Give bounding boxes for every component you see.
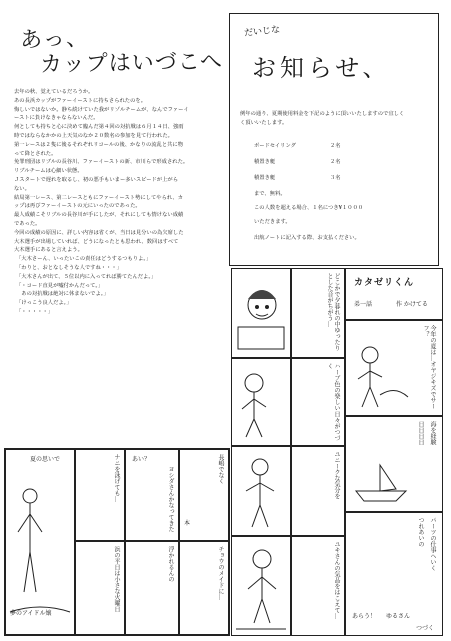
comic-panel xyxy=(231,268,291,358)
comic-text: 今年の夏は…オヤジキズでサーフ？ xyxy=(422,325,436,409)
notice-after-line: まで、無料。 xyxy=(254,191,286,197)
article-line: 第一レースは２隻に後るそれぞれリコールの後、かなりの流乱と共に物 xyxy=(14,141,184,148)
article-line: であった。 xyxy=(14,220,41,227)
comic-text: あらう！ xyxy=(352,613,377,620)
article-quote: 「・コード直見が嘘付かんだって。」 xyxy=(16,282,104,289)
article-quote: 「わりと、おとなしそうな人ですね・・・」 xyxy=(16,264,122,271)
comic-text: 本 xyxy=(184,520,191,527)
notice-line: 例年の通り、夏期使用料金を下記のように頂いいたしますので宜しく xyxy=(240,111,405,117)
comic-text: 長嶋でなく xyxy=(217,454,224,484)
comic-text: 浜の平日は小さな火曜日 xyxy=(113,546,120,612)
article-line: ない。 xyxy=(14,185,30,192)
article-title xyxy=(12,22,227,82)
notice-after-line: 出航ノートに記入する際、お支払ください。 xyxy=(254,235,360,241)
notice-line: く頂いいたします。 xyxy=(240,119,288,126)
comic-text: つれあいの xyxy=(417,517,424,547)
rental-item-name: 積置き艇 xyxy=(254,175,276,181)
rental-item-count: ２名 xyxy=(330,159,341,165)
article-title-line2: カップはいづこへ xyxy=(39,49,224,78)
notice-body xyxy=(240,110,436,127)
comic-panel xyxy=(5,449,75,635)
rental-item-name: 積置き艇 xyxy=(254,159,276,165)
comic-text: パーツの仕事へいく xyxy=(429,517,436,571)
article-quote: 「・・・・・」 xyxy=(16,308,54,315)
article-line: 何としても持ちと心に決めて臨んだ第４回の対抗戦は６月１４日、強雨 xyxy=(14,124,184,131)
comic-strip-right xyxy=(231,268,443,636)
article-line: 時ではならなかかの上天気のなか２０数名の参加を見て行われた。 xyxy=(14,132,173,139)
article-line: 大木選手にあると言えよう。 xyxy=(14,247,83,254)
comic-text: ゆるさん xyxy=(386,613,411,620)
comic-panel xyxy=(231,358,291,446)
article-line: ップは再びファーイーストの元にいったのであった。 xyxy=(14,203,141,210)
notice-after-line: この人数を超える場合、１名につき¥１０００ xyxy=(254,205,364,211)
comic-text: チョウのメイドに… xyxy=(217,546,224,600)
comic-panel xyxy=(291,446,345,536)
surfer-drawing xyxy=(350,325,410,415)
comic-panel xyxy=(231,446,291,536)
article-line: あの長浜カップがファーイーストに持ちさられたのを。 xyxy=(14,97,146,104)
article-line: 大木選手が出場していれば、どうになったとも思われ、数回はすべて xyxy=(14,238,179,245)
comic-text: ユニークな気分を xyxy=(333,451,340,499)
comic-panel xyxy=(125,449,179,541)
article-quote: あの対抗戦は絶対に休まないでよ。」 xyxy=(16,291,109,298)
article-quote: 「けっこう良人だよ。」 xyxy=(16,300,72,307)
rental-item-count: ３名 xyxy=(330,175,341,181)
rental-item-name: ボードセイリング xyxy=(254,143,296,149)
comic-text: どこかで夕暮れの中ゆったりとした音がちがう… xyxy=(326,273,340,351)
article-line: 最人成績こそリブルの長谷川が手にしたが、それにしても情けない成績 xyxy=(14,212,184,219)
comic-text: ユキさんの気品をはこえて… xyxy=(333,541,340,619)
author-label: 作 かけてる xyxy=(396,301,428,308)
character-drawing xyxy=(232,359,290,445)
article-line: Ｊスタートで遅れを取るし、初の悪手もいまー多いスピードが上がら xyxy=(14,176,178,183)
article-quote: 「大木さーん、いったいこの責任はどうするつもりよ。」 xyxy=(16,256,152,263)
boat-drawing xyxy=(346,461,442,511)
comic-text: 海を経験 xyxy=(429,421,436,445)
article-line: 免罪刑団はリブルの長谷川、ファーイーストの新、市川らで形成された。 xyxy=(14,159,189,166)
comic-strip-left xyxy=(4,448,230,636)
strip-title: カタゼリくん xyxy=(354,278,415,288)
comic-panel xyxy=(345,512,443,636)
article-line: って降とされた。 xyxy=(14,150,57,157)
comic-text: あい？ xyxy=(132,456,151,463)
comic-panel xyxy=(231,536,291,636)
article-line: 今回の成績の原因に、詳しい内容は省くが、当日は見分いの為欠席した xyxy=(14,229,184,236)
notice-title: お知らせ、 xyxy=(252,54,391,82)
rental-item-count: ２名 xyxy=(330,143,341,149)
comic-panel xyxy=(291,536,345,636)
comic-text: ナニを泳げても… xyxy=(113,454,120,502)
race-report-article xyxy=(14,88,229,317)
comic-text: ヨシダさんかなってきた xyxy=(167,466,174,532)
comic-panel xyxy=(75,449,125,541)
comic-panel xyxy=(291,358,345,446)
article-line: 悔しいではないか。静ち続けていた我がリゾルチームが、なんでファーイ xyxy=(14,106,189,113)
comic-text: 日日日日 xyxy=(417,421,424,445)
comic-panel xyxy=(75,541,125,635)
comic-text: 夢のアイドル嬢 xyxy=(10,610,52,617)
comic-text: 夏の思いで xyxy=(30,456,61,463)
notice-subtitle: だいじな xyxy=(243,25,281,39)
comic-panel xyxy=(179,449,229,541)
comic-text: ハーブ色の楽しい日々がつづく xyxy=(326,363,340,441)
comic-text: つづく xyxy=(416,625,435,632)
comic-panel xyxy=(179,541,229,635)
notice-after-line: いただきます。 xyxy=(254,219,291,225)
article-line: 去年の秋、覚えているだろうか。 xyxy=(14,89,94,95)
character-drawing xyxy=(232,447,290,535)
comic-panel xyxy=(345,320,443,416)
article-quote: 「大木さんが出て、５位以内に入ってれば勝てたんだよ。」 xyxy=(16,273,157,280)
character-drawing xyxy=(232,537,290,635)
comic-panel xyxy=(125,541,179,635)
article-line: ーストに負けなきゃならないんだ。 xyxy=(14,115,99,122)
comic-text: 浮かれるんの xyxy=(167,546,174,582)
comic-panel xyxy=(291,268,345,358)
comic-panel xyxy=(345,416,443,512)
notice-box xyxy=(229,13,439,266)
article-line: 結局第一レース、第二レースともにファーイースト勢にしてやられ、カ xyxy=(14,194,184,201)
strip-title-panel xyxy=(345,268,443,320)
article-title-line1: あっ、 xyxy=(19,25,90,54)
character-drawing xyxy=(232,269,290,357)
article-line: リブルチームは心細い状態。 xyxy=(14,168,83,175)
episode-label: 弟一話 xyxy=(354,301,373,308)
character-drawing xyxy=(6,472,74,622)
